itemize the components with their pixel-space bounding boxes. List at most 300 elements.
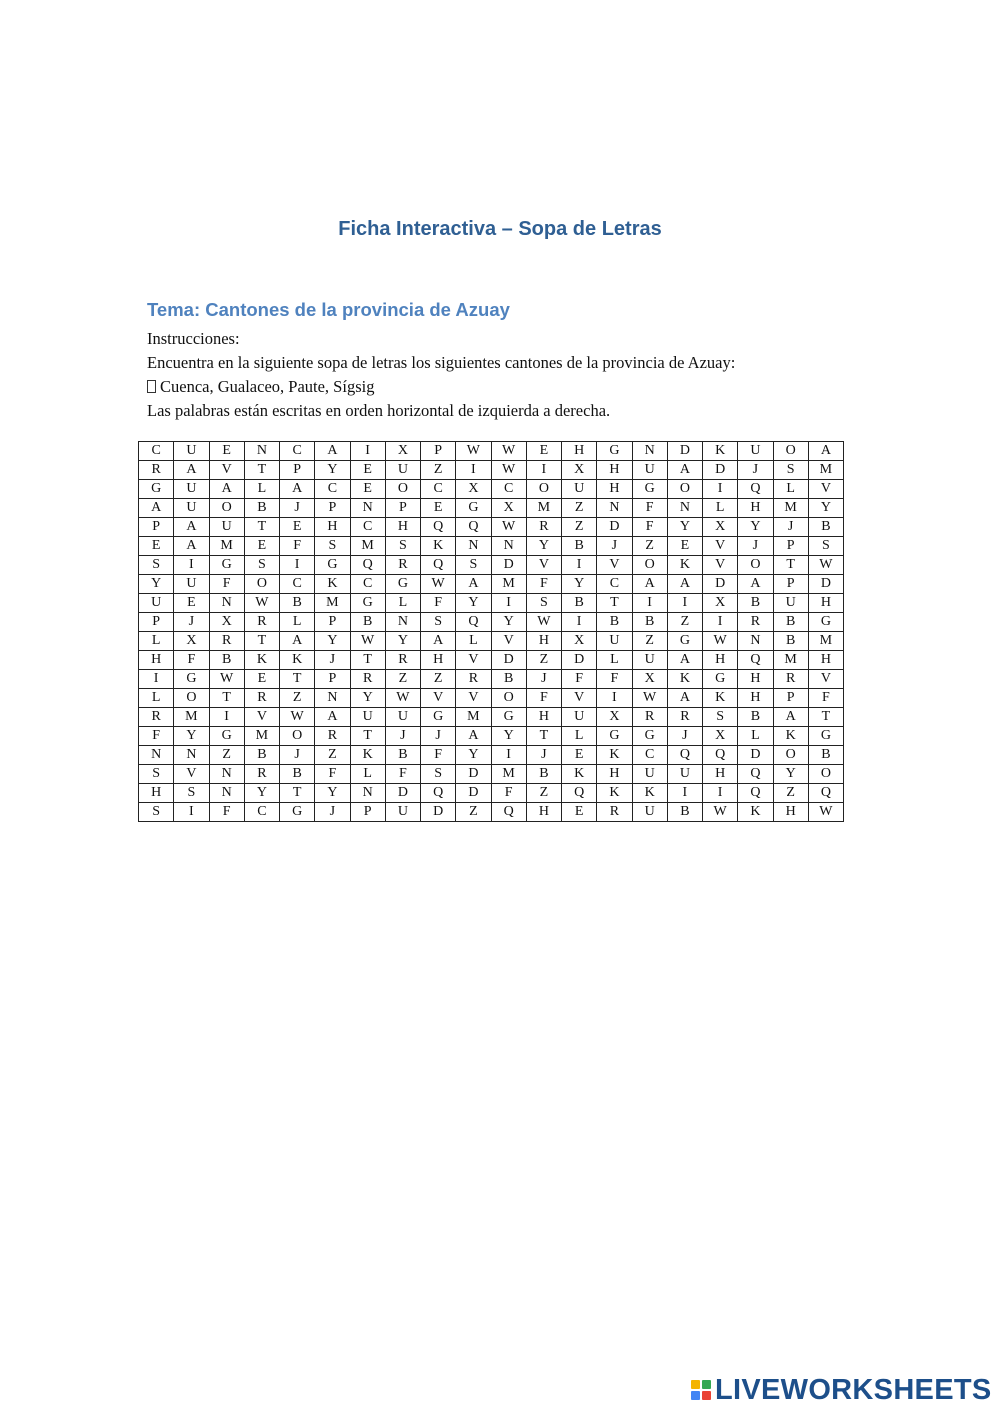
grid-cell[interactable]: R <box>244 765 279 784</box>
grid-cell[interactable]: F <box>209 803 244 822</box>
grid-cell[interactable]: U <box>632 651 667 670</box>
grid-cell[interactable]: Y <box>315 461 350 480</box>
grid-cell[interactable]: B <box>773 632 808 651</box>
grid-cell[interactable]: B <box>738 708 773 727</box>
grid-cell[interactable]: R <box>526 518 561 537</box>
grid-cell[interactable]: R <box>632 708 667 727</box>
grid-cell[interactable]: A <box>632 575 667 594</box>
grid-cell[interactable]: C <box>350 518 385 537</box>
grid-cell[interactable]: V <box>562 689 597 708</box>
grid-cell[interactable]: L <box>597 651 632 670</box>
grid-cell[interactable]: K <box>562 765 597 784</box>
grid-cell[interactable]: H <box>562 442 597 461</box>
grid-cell[interactable]: Z <box>385 670 420 689</box>
grid-cell[interactable]: U <box>632 461 667 480</box>
grid-cell[interactable]: U <box>385 461 420 480</box>
grid-cell[interactable]: H <box>597 480 632 499</box>
grid-cell[interactable]: W <box>280 708 315 727</box>
grid-cell[interactable]: Y <box>491 727 526 746</box>
grid-cell[interactable]: R <box>244 613 279 632</box>
grid-cell[interactable]: Q <box>738 765 773 784</box>
grid-cell[interactable]: D <box>667 442 702 461</box>
grid-cell[interactable]: L <box>456 632 491 651</box>
grid-cell[interactable]: E <box>244 537 279 556</box>
grid-cell[interactable]: P <box>280 461 315 480</box>
grid-cell[interactable]: L <box>280 613 315 632</box>
grid-cell[interactable]: Y <box>174 727 209 746</box>
grid-cell[interactable]: I <box>174 803 209 822</box>
grid-cell[interactable]: S <box>773 461 808 480</box>
grid-cell[interactable]: J <box>280 499 315 518</box>
grid-cell[interactable]: Q <box>421 518 456 537</box>
grid-cell[interactable]: D <box>456 784 491 803</box>
grid-cell[interactable]: Q <box>350 556 385 575</box>
grid-cell[interactable]: Z <box>526 651 561 670</box>
grid-cell[interactable]: Y <box>385 632 420 651</box>
grid-cell[interactable]: H <box>526 632 561 651</box>
grid-cell[interactable]: Y <box>350 689 385 708</box>
grid-cell[interactable]: G <box>808 613 843 632</box>
grid-cell[interactable]: P <box>773 575 808 594</box>
grid-cell[interactable]: N <box>632 442 667 461</box>
grid-cell[interactable]: W <box>491 461 526 480</box>
grid-cell[interactable]: V <box>526 556 561 575</box>
grid-cell[interactable]: G <box>421 708 456 727</box>
grid-cell[interactable]: F <box>597 670 632 689</box>
grid-cell[interactable]: N <box>244 442 279 461</box>
grid-cell[interactable]: O <box>174 689 209 708</box>
grid-cell[interactable]: A <box>738 575 773 594</box>
grid-cell[interactable]: E <box>421 499 456 518</box>
grid-cell[interactable]: M <box>808 461 843 480</box>
grid-cell[interactable]: F <box>526 689 561 708</box>
grid-cell[interactable]: Y <box>456 746 491 765</box>
grid-cell[interactable]: Y <box>315 784 350 803</box>
grid-cell[interactable]: R <box>350 670 385 689</box>
grid-cell[interactable]: P <box>315 613 350 632</box>
grid-cell[interactable]: T <box>209 689 244 708</box>
grid-cell[interactable]: S <box>526 594 561 613</box>
grid-cell[interactable]: U <box>597 632 632 651</box>
grid-cell[interactable]: Z <box>456 803 491 822</box>
grid-cell[interactable]: D <box>703 575 738 594</box>
grid-cell[interactable]: H <box>597 461 632 480</box>
grid-cell[interactable]: J <box>174 613 209 632</box>
grid-cell[interactable]: B <box>562 594 597 613</box>
grid-cell[interactable]: X <box>209 613 244 632</box>
grid-cell[interactable]: K <box>280 651 315 670</box>
grid-cell[interactable]: C <box>315 480 350 499</box>
grid-cell[interactable]: K <box>667 556 702 575</box>
grid-cell[interactable]: F <box>315 765 350 784</box>
grid-cell[interactable]: H <box>139 651 174 670</box>
grid-cell[interactable]: R <box>667 708 702 727</box>
grid-cell[interactable]: I <box>703 613 738 632</box>
grid-cell[interactable]: E <box>350 461 385 480</box>
grid-cell[interactable]: M <box>491 765 526 784</box>
grid-cell[interactable]: O <box>808 765 843 784</box>
grid-cell[interactable]: N <box>491 537 526 556</box>
grid-cell[interactable]: M <box>808 632 843 651</box>
grid-cell[interactable]: D <box>491 651 526 670</box>
grid-cell[interactable]: V <box>597 556 632 575</box>
grid-cell[interactable]: B <box>667 803 702 822</box>
grid-cell[interactable]: P <box>139 518 174 537</box>
grid-cell[interactable]: Q <box>808 784 843 803</box>
grid-cell[interactable]: U <box>139 594 174 613</box>
grid-cell[interactable]: H <box>703 651 738 670</box>
grid-cell[interactable]: P <box>773 537 808 556</box>
grid-cell[interactable]: U <box>667 765 702 784</box>
grid-cell[interactable]: C <box>421 480 456 499</box>
grid-cell[interactable]: T <box>808 708 843 727</box>
grid-cell[interactable]: A <box>773 708 808 727</box>
grid-cell[interactable]: N <box>209 784 244 803</box>
grid-cell[interactable]: I <box>456 461 491 480</box>
grid-cell[interactable]: Y <box>808 499 843 518</box>
grid-cell[interactable]: W <box>244 594 279 613</box>
grid-cell[interactable]: G <box>632 727 667 746</box>
grid-cell[interactable]: Y <box>667 518 702 537</box>
grid-cell[interactable]: I <box>632 594 667 613</box>
grid-cell[interactable]: R <box>209 632 244 651</box>
grid-cell[interactable]: X <box>703 518 738 537</box>
grid-cell[interactable]: R <box>773 670 808 689</box>
grid-cell[interactable]: J <box>738 537 773 556</box>
grid-cell[interactable]: A <box>808 442 843 461</box>
grid-cell[interactable]: X <box>174 632 209 651</box>
grid-cell[interactable]: Q <box>421 556 456 575</box>
grid-cell[interactable]: I <box>491 594 526 613</box>
grid-cell[interactable]: I <box>703 784 738 803</box>
grid-cell[interactable]: M <box>174 708 209 727</box>
grid-cell[interactable]: J <box>421 727 456 746</box>
grid-cell[interactable]: S <box>808 537 843 556</box>
grid-cell[interactable]: Z <box>562 499 597 518</box>
grid-cell[interactable]: S <box>456 556 491 575</box>
grid-cell[interactable]: W <box>703 803 738 822</box>
grid-cell[interactable]: U <box>562 708 597 727</box>
grid-cell[interactable]: P <box>385 499 420 518</box>
grid-cell[interactable]: W <box>209 670 244 689</box>
grid-cell[interactable]: I <box>562 556 597 575</box>
grid-cell[interactable]: R <box>139 708 174 727</box>
grid-cell[interactable]: C <box>280 575 315 594</box>
grid-cell[interactable]: A <box>174 537 209 556</box>
grid-cell[interactable]: P <box>773 689 808 708</box>
grid-cell[interactable]: H <box>808 594 843 613</box>
grid-cell[interactable]: I <box>209 708 244 727</box>
grid-cell[interactable]: E <box>139 537 174 556</box>
grid-cell[interactable]: O <box>667 480 702 499</box>
grid-cell[interactable]: Y <box>244 784 279 803</box>
grid-cell[interactable]: X <box>703 727 738 746</box>
grid-cell[interactable]: G <box>385 575 420 594</box>
grid-cell[interactable]: T <box>280 784 315 803</box>
grid-cell[interactable]: D <box>562 651 597 670</box>
grid-cell[interactable]: R <box>597 803 632 822</box>
grid-cell[interactable]: H <box>808 651 843 670</box>
grid-cell[interactable]: B <box>209 651 244 670</box>
grid-cell[interactable]: I <box>667 784 702 803</box>
grid-cell[interactable]: M <box>209 537 244 556</box>
grid-cell[interactable]: P <box>315 670 350 689</box>
grid-cell[interactable]: A <box>280 480 315 499</box>
grid-cell[interactable]: Z <box>526 784 561 803</box>
grid-cell[interactable]: K <box>315 575 350 594</box>
grid-cell[interactable]: G <box>808 727 843 746</box>
grid-cell[interactable]: F <box>562 670 597 689</box>
grid-cell[interactable]: Z <box>562 518 597 537</box>
grid-cell[interactable]: Y <box>139 575 174 594</box>
grid-cell[interactable]: F <box>385 765 420 784</box>
grid-cell[interactable]: F <box>139 727 174 746</box>
grid-cell[interactable]: B <box>244 746 279 765</box>
grid-cell[interactable]: C <box>139 442 174 461</box>
grid-cell[interactable]: Z <box>315 746 350 765</box>
grid-cell[interactable]: F <box>526 575 561 594</box>
grid-cell[interactable]: J <box>315 651 350 670</box>
grid-cell[interactable]: G <box>174 670 209 689</box>
grid-cell[interactable]: A <box>174 518 209 537</box>
grid-cell[interactable]: Z <box>632 537 667 556</box>
grid-cell[interactable]: G <box>632 480 667 499</box>
grid-cell[interactable]: W <box>632 689 667 708</box>
grid-cell[interactable]: W <box>456 442 491 461</box>
grid-cell[interactable]: Z <box>421 461 456 480</box>
grid-cell[interactable]: I <box>280 556 315 575</box>
grid-cell[interactable]: B <box>350 613 385 632</box>
grid-cell[interactable]: N <box>667 499 702 518</box>
grid-cell[interactable]: X <box>597 708 632 727</box>
grid-cell[interactable]: T <box>244 518 279 537</box>
grid-cell[interactable]: M <box>773 499 808 518</box>
grid-cell[interactable]: G <box>139 480 174 499</box>
grid-cell[interactable]: M <box>456 708 491 727</box>
grid-cell[interactable]: W <box>491 518 526 537</box>
grid-cell[interactable]: U <box>174 499 209 518</box>
grid-cell[interactable]: U <box>385 708 420 727</box>
grid-cell[interactable]: Y <box>738 518 773 537</box>
grid-cell[interactable]: V <box>491 632 526 651</box>
grid-cell[interactable]: A <box>667 575 702 594</box>
grid-cell[interactable]: Z <box>632 632 667 651</box>
grid-cell[interactable]: T <box>350 727 385 746</box>
grid-cell[interactable]: H <box>421 651 456 670</box>
grid-cell[interactable]: F <box>632 499 667 518</box>
grid-cell[interactable]: L <box>139 689 174 708</box>
grid-cell[interactable]: N <box>174 746 209 765</box>
grid-cell[interactable]: O <box>280 727 315 746</box>
grid-cell[interactable]: H <box>385 518 420 537</box>
grid-cell[interactable]: X <box>562 632 597 651</box>
grid-cell[interactable]: B <box>244 499 279 518</box>
grid-cell[interactable]: M <box>526 499 561 518</box>
grid-cell[interactable]: U <box>738 442 773 461</box>
grid-cell[interactable]: Z <box>667 613 702 632</box>
grid-cell[interactable]: E <box>526 442 561 461</box>
grid-cell[interactable]: H <box>773 803 808 822</box>
grid-cell[interactable]: M <box>244 727 279 746</box>
grid-cell[interactable]: M <box>350 537 385 556</box>
grid-cell[interactable]: K <box>350 746 385 765</box>
grid-cell[interactable]: B <box>808 518 843 537</box>
grid-cell[interactable]: U <box>174 575 209 594</box>
grid-cell[interactable]: A <box>209 480 244 499</box>
grid-cell[interactable]: E <box>280 518 315 537</box>
grid-cell[interactable]: R <box>139 461 174 480</box>
grid-cell[interactable]: U <box>174 442 209 461</box>
grid-cell[interactable]: B <box>562 537 597 556</box>
grid-cell[interactable]: I <box>703 480 738 499</box>
grid-cell[interactable]: K <box>773 727 808 746</box>
grid-cell[interactable]: Z <box>773 784 808 803</box>
grid-cell[interactable]: Q <box>738 651 773 670</box>
grid-cell[interactable]: W <box>350 632 385 651</box>
grid-cell[interactable]: W <box>703 632 738 651</box>
grid-cell[interactable]: N <box>139 746 174 765</box>
grid-cell[interactable]: T <box>597 594 632 613</box>
grid-cell[interactable]: W <box>491 442 526 461</box>
grid-cell[interactable]: I <box>491 746 526 765</box>
grid-cell[interactable]: N <box>738 632 773 651</box>
grid-cell[interactable]: M <box>773 651 808 670</box>
grid-cell[interactable]: A <box>315 442 350 461</box>
grid-cell[interactable]: V <box>421 689 456 708</box>
grid-cell[interactable]: O <box>738 556 773 575</box>
grid-cell[interactable]: O <box>491 689 526 708</box>
grid-cell[interactable]: V <box>174 765 209 784</box>
grid-cell[interactable]: H <box>526 803 561 822</box>
grid-cell[interactable]: H <box>139 784 174 803</box>
grid-cell[interactable]: W <box>385 689 420 708</box>
grid-cell[interactable]: O <box>773 442 808 461</box>
grid-cell[interactable]: K <box>738 803 773 822</box>
grid-cell[interactable]: X <box>703 594 738 613</box>
grid-cell[interactable]: J <box>773 518 808 537</box>
grid-cell[interactable]: U <box>562 480 597 499</box>
grid-cell[interactable]: V <box>808 480 843 499</box>
grid-cell[interactable]: S <box>421 613 456 632</box>
grid-cell[interactable]: A <box>667 689 702 708</box>
grid-cell[interactable]: Q <box>738 480 773 499</box>
grid-cell[interactable]: H <box>597 765 632 784</box>
grid-cell[interactable]: Q <box>703 746 738 765</box>
grid-cell[interactable]: T <box>244 632 279 651</box>
grid-cell[interactable]: K <box>632 784 667 803</box>
grid-cell[interactable]: J <box>526 746 561 765</box>
grid-cell[interactable]: T <box>526 727 561 746</box>
grid-cell[interactable]: U <box>773 594 808 613</box>
grid-cell[interactable]: Q <box>421 784 456 803</box>
grid-cell[interactable]: R <box>385 556 420 575</box>
grid-cell[interactable]: F <box>808 689 843 708</box>
grid-cell[interactable]: L <box>385 594 420 613</box>
grid-cell[interactable]: W <box>526 613 561 632</box>
grid-cell[interactable]: R <box>385 651 420 670</box>
grid-cell[interactable]: I <box>526 461 561 480</box>
grid-cell[interactable]: X <box>632 670 667 689</box>
grid-cell[interactable]: U <box>350 708 385 727</box>
grid-cell[interactable]: Q <box>456 613 491 632</box>
grid-cell[interactable]: A <box>139 499 174 518</box>
grid-cell[interactable]: M <box>315 594 350 613</box>
grid-cell[interactable]: C <box>597 575 632 594</box>
grid-cell[interactable]: C <box>491 480 526 499</box>
grid-cell[interactable]: S <box>703 708 738 727</box>
grid-cell[interactable]: Y <box>526 537 561 556</box>
grid-cell[interactable]: I <box>350 442 385 461</box>
grid-cell[interactable]: G <box>315 556 350 575</box>
grid-cell[interactable]: V <box>456 651 491 670</box>
grid-cell[interactable]: N <box>597 499 632 518</box>
grid-cell[interactable]: F <box>421 594 456 613</box>
grid-cell[interactable]: L <box>703 499 738 518</box>
grid-cell[interactable]: O <box>773 746 808 765</box>
grid-cell[interactable]: V <box>703 556 738 575</box>
grid-cell[interactable]: G <box>280 803 315 822</box>
grid-cell[interactable]: J <box>315 803 350 822</box>
grid-cell[interactable]: N <box>315 689 350 708</box>
grid-cell[interactable]: S <box>139 765 174 784</box>
grid-cell[interactable]: O <box>526 480 561 499</box>
grid-cell[interactable]: C <box>632 746 667 765</box>
grid-cell[interactable]: K <box>244 651 279 670</box>
grid-cell[interactable]: B <box>526 765 561 784</box>
grid-cell[interactable]: N <box>456 537 491 556</box>
grid-cell[interactable]: E <box>209 442 244 461</box>
grid-cell[interactable]: G <box>209 556 244 575</box>
grid-cell[interactable]: F <box>209 575 244 594</box>
grid-cell[interactable]: D <box>456 765 491 784</box>
grid-cell[interactable]: O <box>632 556 667 575</box>
grid-cell[interactable]: J <box>526 670 561 689</box>
grid-cell[interactable]: A <box>174 461 209 480</box>
grid-cell[interactable]: U <box>632 765 667 784</box>
grid-cell[interactable]: U <box>632 803 667 822</box>
grid-cell[interactable]: L <box>562 727 597 746</box>
grid-cell[interactable]: I <box>174 556 209 575</box>
grid-cell[interactable]: T <box>350 651 385 670</box>
grid-cell[interactable]: Y <box>315 632 350 651</box>
grid-cell[interactable]: F <box>491 784 526 803</box>
grid-cell[interactable]: X <box>562 461 597 480</box>
grid-cell[interactable]: R <box>738 613 773 632</box>
grid-cell[interactable]: X <box>491 499 526 518</box>
grid-cell[interactable]: D <box>808 575 843 594</box>
grid-cell[interactable]: V <box>244 708 279 727</box>
grid-cell[interactable]: K <box>421 537 456 556</box>
grid-cell[interactable]: P <box>139 613 174 632</box>
grid-cell[interactable]: Q <box>667 746 702 765</box>
grid-cell[interactable]: C <box>280 442 315 461</box>
grid-cell[interactable]: Q <box>456 518 491 537</box>
grid-cell[interactable]: J <box>597 537 632 556</box>
grid-cell[interactable]: D <box>385 784 420 803</box>
grid-cell[interactable]: G <box>350 594 385 613</box>
grid-cell[interactable]: R <box>315 727 350 746</box>
grid-cell[interactable]: B <box>808 746 843 765</box>
grid-cell[interactable]: N <box>350 499 385 518</box>
grid-cell[interactable]: A <box>315 708 350 727</box>
grid-cell[interactable]: N <box>385 613 420 632</box>
grid-cell[interactable]: K <box>597 784 632 803</box>
grid-cell[interactable]: H <box>738 670 773 689</box>
grid-cell[interactable]: F <box>280 537 315 556</box>
grid-cell[interactable]: V <box>808 670 843 689</box>
grid-cell[interactable]: A <box>456 727 491 746</box>
grid-cell[interactable]: S <box>139 803 174 822</box>
